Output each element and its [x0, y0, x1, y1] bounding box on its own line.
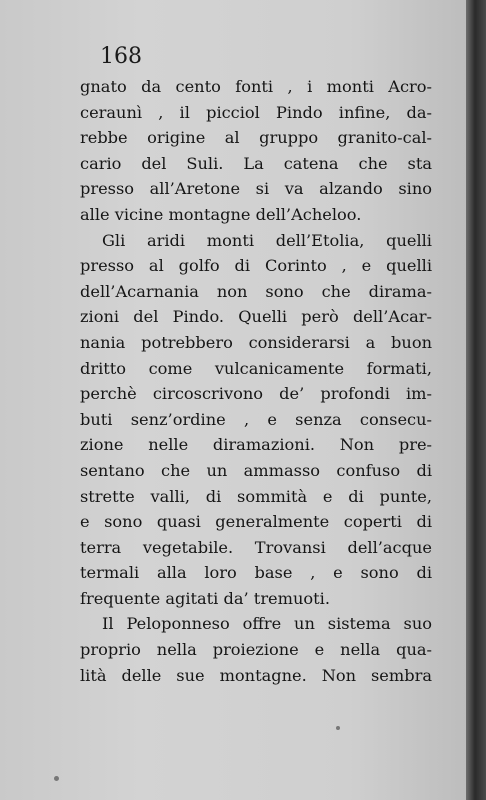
text-line: ceraunì , il picciol Pindo infine, da- — [80, 102, 432, 122]
text-line: perchè circoscrivono de’ profondi im- — [80, 384, 432, 404]
text-line: buti senz’ordine , e senza consecu- — [80, 409, 432, 429]
text-line: zione nelle diramazioni. Non pre- — [80, 435, 432, 455]
text-line: lità delle sue montagne. Non sembra — [80, 665, 432, 685]
text-line: nania potrebbero considerarsi a buon — [80, 332, 432, 352]
text-line: presso all’Aretone si va alzando sino — [80, 179, 432, 199]
paper-speck — [54, 776, 59, 781]
text-line: cario del Suli. La catena che sta — [80, 153, 432, 173]
text-line: terra vegetabile. Trovansi dell’acque — [80, 537, 432, 557]
text-line: e sono quasi generalmente coperti di — [80, 512, 432, 532]
text-line: dritto come vulcanicamente formati, — [80, 358, 432, 378]
text-line: proprio nella proiezione e nella qua- — [80, 640, 432, 660]
text-line: rebbe origine al gruppo granito-cal- — [80, 128, 432, 148]
text-line: sentano che un ammasso confuso di — [80, 460, 432, 480]
text-line: frequente agitati da’ tremuoti. — [80, 588, 330, 608]
book-gutter — [466, 0, 486, 800]
text-line: presso al golfo di Corinto , e quelli — [80, 256, 432, 276]
text-line: zioni del Pindo. Quelli però dell’Acar- — [80, 307, 432, 327]
paper-speck — [336, 726, 340, 730]
text-line: Il Peloponneso offre un sistema suo — [102, 614, 432, 634]
body-text — [80, 74, 432, 688]
text-line: gnato da cento fonti , i monti Acro- — [80, 77, 432, 96]
page-number: 168 — [100, 44, 142, 69]
text-line: Gli aridi monti dell’Etolia, quelli — [102, 230, 432, 250]
text-line: termali alla loro base , e sono di — [80, 563, 432, 583]
text-line: strette valli, di sommità e di punte, — [80, 486, 432, 506]
text-line: dell’Acarnania non sono che dirama- — [80, 281, 432, 301]
text-line: alle vicine montagne dell’Acheloo. — [80, 204, 362, 224]
